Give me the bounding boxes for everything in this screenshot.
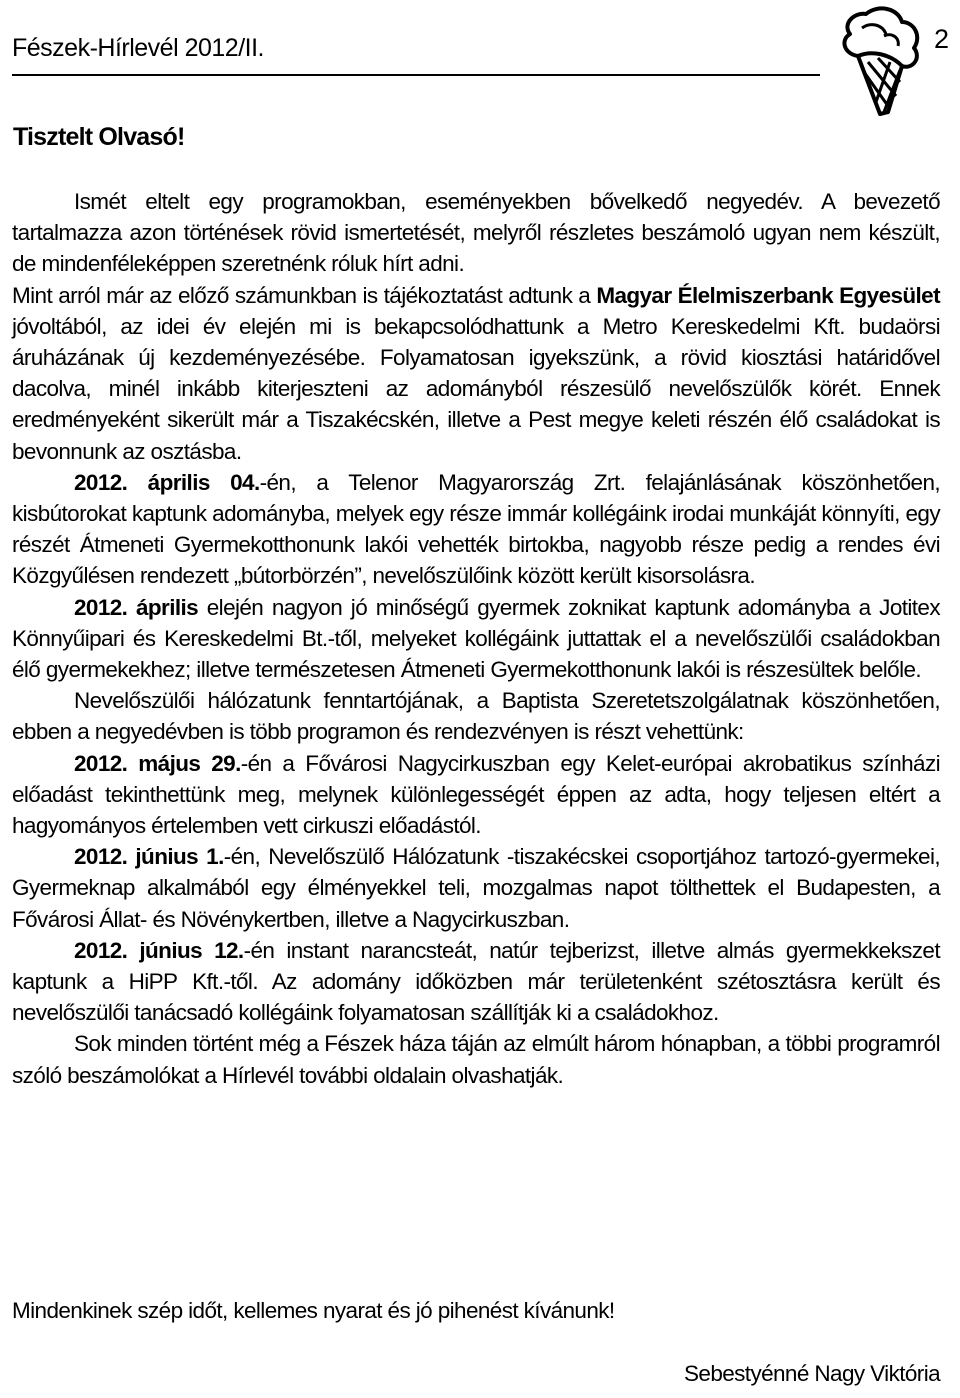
paragraph-food-bank	[12, 280, 940, 467]
closing-line: Mindenkinek szép időt, kellemes nyarat és jó pihenést kívánunk!	[12, 1298, 615, 1323]
text: -én, Nevelőszülő Hálózatunk -tiszakécskei csoportjához tartozó-gyermekei, Gyermeknap alkalmából egy élményekkel teli, mozgalmas napot tölthettek el Budapesten, a Fővárosi Állat- és Növénykertben, illetve a Nagycirkuszban.	[12, 844, 940, 932]
letter-body	[12, 186, 940, 1091]
event-date: 2012. április 04.	[74, 469, 260, 495]
paragraph-intro: Ismét eltelt egy programokban, eseményekben bővelkedő negyedév. A bevezető tartalmazza azon történések rövid ismertetését, melyről részletes beszámoló ugyan nem készült, de mindenféleképpen szeretnénk róluk hírt adni.	[12, 189, 940, 277]
text: elején nagyon jó minőségű gyermek zoknikat kaptunk adományba a Jotitex Könnyűipari és Kereskedelmi Bt.-től, melyeket kollégáink juttattak el a nevelőszülői családokban élő gyermekekhez; illetve természetesen Átmeneti Gyermekotthonunk lakói is részesültek belőle.	[12, 594, 940, 683]
paragraph-telenor	[12, 467, 940, 592]
paragraph-hipp	[12, 935, 940, 1029]
paragraph-childrens-day	[12, 841, 940, 935]
header-rule	[12, 74, 820, 76]
event-date: 2012. május 29.	[74, 750, 241, 776]
salutation: Tisztelt Olvasó!	[13, 123, 185, 151]
event-date: 2012. június 12.	[74, 937, 244, 963]
newsletter-title: Fészek-Hírlevél 2012/II.	[12, 34, 264, 62]
organization-name: Magyar Élelmiszerbank Egyesület	[596, 282, 940, 308]
text: -én a Fővárosi Nagycirkuszban egy Kelet-európai akrobatikus színházi előadást tekinthettünk meg, melynek különlegességét éppen az adta, hogy teljesen eltért a hagyományos értelemben vett cirkuszi előadástól.	[12, 750, 940, 839]
paragraph-baptist: Nevelőszülői hálózatunk fenntartójának, a Baptista Szeretetszolgálatnak köszönhetően, ebben a negyedévben is több programon és rendezvényen is részt vehettünk:	[12, 688, 940, 745]
paragraph-more: Sok minden történt még a Fészek háza táján az elmúlt három hónapban, a többi programról szóló beszámolókat a Hírlevél további oldalain olvashatják.	[12, 1031, 940, 1088]
event-date: 2012. április	[74, 594, 199, 620]
event-date: 2012. június 1.	[74, 844, 224, 870]
text: Mint arról már az előző számunkban is tájékoztatást adtunk a	[12, 282, 597, 308]
text: -én instant narancsteát, natúr tejberizst, illetve almás gyermekkekszet kaptunk a HiPP Kft.-től. Az adomány időközben már területenként szétosztásra került és nevelőszülői tanácsadó kollégáink folyamatosan szállítják ki a családokhoz.	[12, 937, 940, 1026]
signature: Sebestyénné Nagy Viktória	[684, 1361, 940, 1386]
paragraph-circus	[12, 748, 940, 842]
ice-cream-cone-icon	[828, 6, 928, 120]
text: -én, a Telenor Magyarország Zrt. felajánlásának köszönhetően, kisbútorokat kaptunk adományba, melyek egy része immár kollégáink irodai munkáját könnyíti, egy részét Átmeneti Gyermekotthonunk lakói vehették birtokba, nagyobb része pedig a rendes évi Közgyűlésen rendezett „bútorbörzén”, nevelőszülőink között került kisorsolásra.	[12, 469, 941, 589]
text: jóvoltából, az idei év elején mi is bekapcsolódhattunk a Metro Kereskedelmi Kft. budaörsi áruházának új kezdeményezésébe. Folyamatosan igyekszünk, a rövid kiosztási határidővel dacolva, minél inkább kiterjeszteni az adományból részesülő nevelőszülők körét. Ennek eredményeként sikerült már a Tiszakécskén, illetve a Pest megye keleti részén élő családokat is bevonnunk az osztásba.	[12, 313, 940, 464]
paragraph-jotitex	[12, 592, 940, 686]
page-number: 2	[934, 24, 950, 54]
